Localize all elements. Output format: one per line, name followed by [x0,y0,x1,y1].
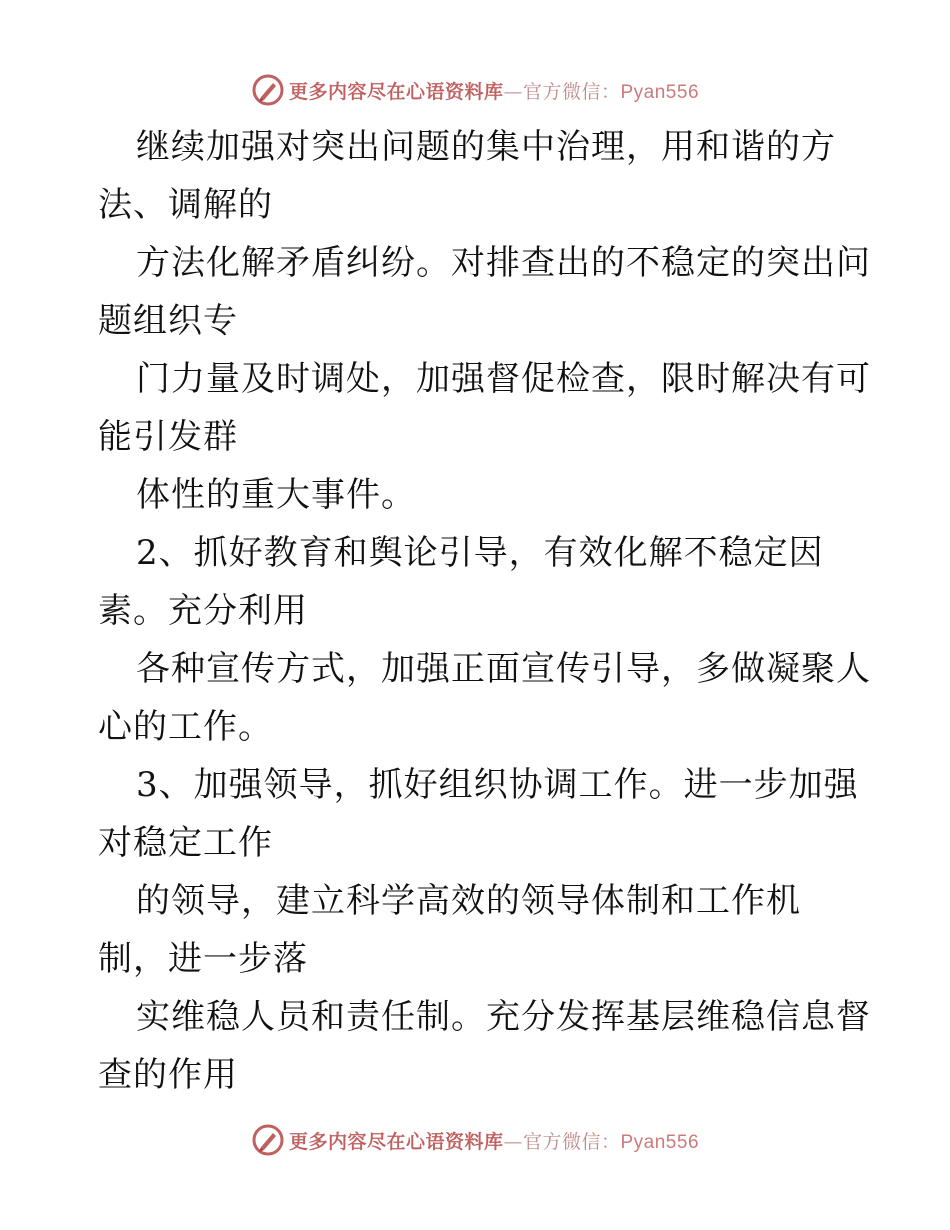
footer-banner-text [289,1127,699,1154]
footer-separator: — [503,1130,523,1153]
paragraph-line: 体性的重大事件。 [136,475,416,515]
paragraph-line: 制，进一步落 [98,939,308,979]
paragraph-line: 3、加强领导，抓好组织协调工作。进一步加强 [136,765,859,805]
paragraph-line: 实维稳人员和责任制。充分发挥基层维稳信息督 [136,997,871,1037]
paragraph-line: 各种宣传方式，加强正面宣传引导，多做凝聚人 [136,649,871,689]
header-banner-text [289,77,699,104]
paragraph-line: 题组织专 [98,301,238,341]
header-banner [0,70,950,110]
pen-nib-icon [251,1123,285,1157]
header-official-label: 官方微信： [522,80,621,103]
document-body [98,118,871,1104]
pen-nib-icon [251,73,285,107]
paragraph-line: 查的作用 [98,1055,238,1095]
footer-official-label: 官方微信： [522,1130,621,1153]
paragraph-line: 法、调解的 [98,185,273,225]
paragraph-line: 的领导，建立科学高效的领导体制和工作机 [136,881,801,921]
header-brand-text: 更多内容尽在心语资料库 [288,80,504,103]
paragraph-line: 继续加强对突出问题的集中治理，用和谐的方 [136,127,836,167]
header-separator: — [503,80,523,103]
paragraph-line: 门力量及时调处，加强督促检查，限时解决有可 [136,359,871,399]
paragraph-line: 能引发群 [98,417,238,457]
paragraph-line: 2、抓好教育和舆论引导，有效化解不稳定因 [136,533,824,573]
paragraph-line: 对稳定工作 [98,823,273,863]
header-handle: Pyan556 [620,81,700,103]
paragraph-line: 方法化解矛盾纠纷。对排查出的不稳定的突出问 [136,243,871,283]
paragraph-line: 心的工作。 [98,707,273,747]
footer-handle: Pyan556 [620,1131,700,1153]
paragraph-line: 素。充分利用 [98,591,308,631]
footer-brand-text: 更多内容尽在心语资料库 [288,1130,504,1153]
footer-banner [0,1120,950,1160]
